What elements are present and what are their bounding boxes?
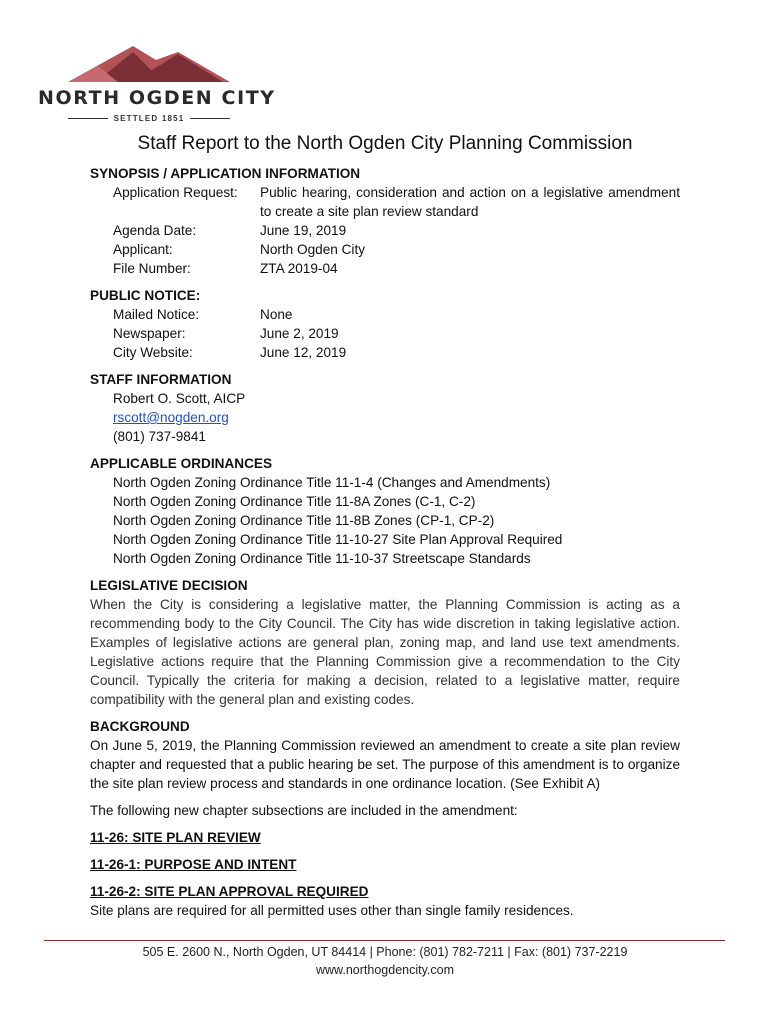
synopsis-row xyxy=(113,259,680,278)
field-label: Mailed Notice: xyxy=(113,307,200,322)
public-notice-heading: PUBLIC NOTICE: xyxy=(90,288,201,303)
legislative-paragraph: When the City is considering a legislative matter, the Planning Commission is acting as a recommending body to the City Council. The City has wide discretion in taking legislative action. Examples of legislative actions are general plan, zoning map, and land use text amendments. Legislative actions require that the Planning Commission give a recommendation to the City Council. Typically the criteria for making a decision, related to a legislative matter, require compatibility with the general plan and existing codes. xyxy=(90,597,680,707)
staff-email-link[interactable]: rscott@nogden.org xyxy=(113,410,229,425)
subsections-intro: The following new chapter subsections are included in the amendment: xyxy=(90,803,518,818)
ordinances-heading: APPLICABLE ORDINANCES xyxy=(90,456,273,471)
field-value: Public hearing, consideration and action on a legislative amendment to create a site plan review standard xyxy=(260,185,680,219)
field-value: ZTA 2019-04 xyxy=(260,261,338,276)
field-value: North Ogden City xyxy=(260,242,366,257)
notice-row xyxy=(113,343,680,362)
page-title: Staff Report to the North Ogden City Planning Commission xyxy=(137,133,633,154)
staff-heading: STAFF INFORMATION xyxy=(90,372,232,387)
field-value: None xyxy=(260,307,293,322)
field-value: June 12, 2019 xyxy=(260,345,347,360)
footer-divider xyxy=(44,940,725,941)
legislative-heading: LEGISLATIVE DECISION xyxy=(90,578,248,593)
notice-row xyxy=(113,305,680,324)
synopsis-row xyxy=(113,221,680,240)
ordinance-item: North Ogden Zoning Ordinance Title 11-8A Zones (C-1, C-2) xyxy=(113,494,476,509)
field-value: June 2, 2019 xyxy=(260,326,339,341)
approval-heading: 11-26-2: SITE PLAN APPROVAL REQUIRED xyxy=(90,884,369,899)
field-label: File Number: xyxy=(113,261,191,276)
ordinance-item: North Ogden Zoning Ordinance Title 11-1-4 (Changes and Amendments) xyxy=(113,475,551,490)
staff-name: Robert O. Scott, AICP xyxy=(113,391,246,406)
synopsis-row xyxy=(113,183,680,221)
mountain-logo-icon xyxy=(38,40,260,84)
synopsis-heading: SYNOPSIS / APPLICATION INFORMATION xyxy=(90,166,361,181)
field-label: Applicant: xyxy=(113,242,173,257)
synopsis-row xyxy=(113,240,680,259)
field-label: Newspaper: xyxy=(113,326,186,341)
field-label: City Website: xyxy=(113,345,193,360)
report-body xyxy=(90,164,680,920)
field-value: June 19, 2019 xyxy=(260,223,347,238)
chapter-heading: 11-26: SITE PLAN REVIEW xyxy=(90,830,261,845)
footer-contact: 505 E. 2600 N., North Ogden, UT 84414 | Phone: (801) 782-7211 | Fax: (801) 737-2219 xyxy=(142,945,628,959)
ordinance-item: North Ogden Zoning Ordinance Title 11-8B Zones (CP-1, CP-2) xyxy=(113,513,495,528)
background-heading: BACKGROUND xyxy=(90,719,190,734)
ordinance-item: North Ogden Zoning Ordinance Title 11-10-27 Site Plan Approval Required xyxy=(113,532,563,547)
ordinance-item: North Ogden Zoning Ordinance Title 11-10-37 Streetscape Standards xyxy=(113,551,531,566)
logo-city-name: NORTH OGDEN CITY xyxy=(38,87,276,109)
city-logo xyxy=(38,40,276,126)
field-label: Application Request: xyxy=(113,185,238,200)
staff-phone: (801) 737-9841 xyxy=(113,429,206,444)
notice-row xyxy=(113,324,680,343)
approval-text: Site plans are required for all permitted uses other than single family residences. xyxy=(90,903,574,918)
background-paragraph: On June 5, 2019, the Planning Commission reviewed an amendment to create a site plan review chapter and requested that a public hearing be set. The purpose of this amendment is to organize the site plan review process and standards in one ordinance location. (See Exhibit A) xyxy=(90,738,680,791)
footer-website[interactable]: www.northogdencity.com xyxy=(315,963,455,977)
field-label: Agenda Date: xyxy=(113,223,197,238)
logo-settled: SETTLED 1851 xyxy=(38,114,260,123)
purpose-heading: 11-26-1: PURPOSE AND INTENT xyxy=(90,857,297,872)
